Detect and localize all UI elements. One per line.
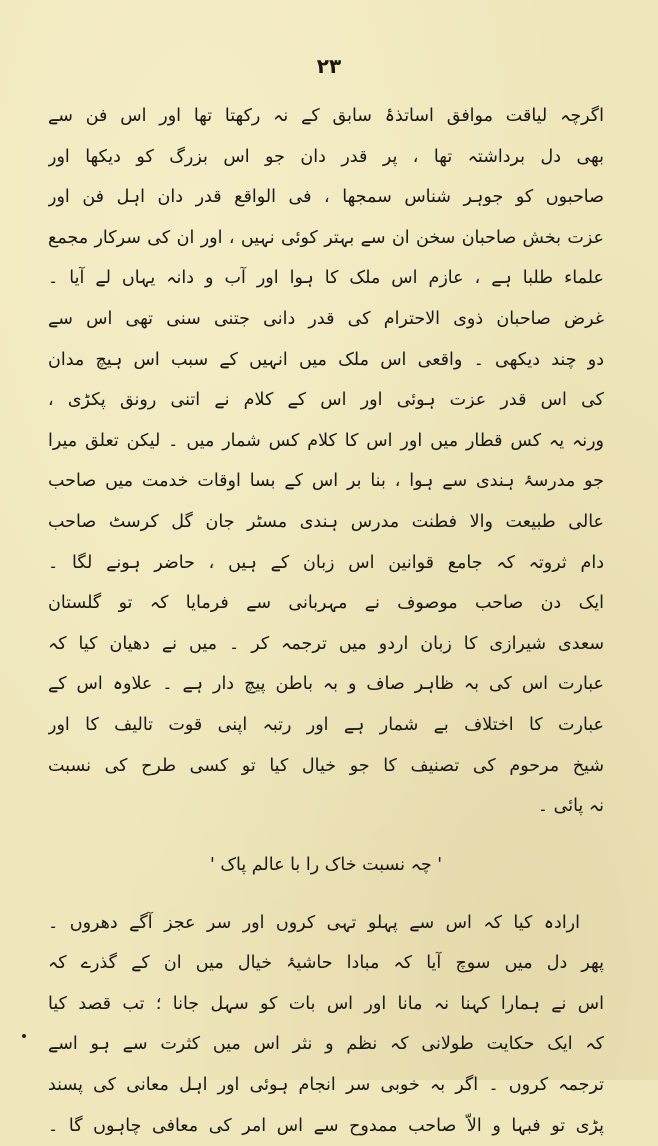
text-line: کہ ایک حکایت طولانی کہ نظم و نثر اس میں کثرت سے ہو اسے	[48, 1034, 604, 1055]
text-line: عزت بخش صاحبان سخن ان سے بہتر کوئی نہیں ، اور ان کی سرکار مجمع	[48, 227, 604, 248]
text-line: جو مدرسۂ ہندی سے ہوا ، بنا بر اس کے بسا اوقات خدمت میں صاحب	[48, 471, 604, 492]
text-line: غرض صاحبان ذوی الاحترام کی قدر دانی جتنی سنی تھی اس سے	[48, 308, 604, 329]
paragraph-1	[48, 96, 604, 827]
text-line: دو چند دیکھی ۔ واقعی اس ملک میں انہیں کے سبب اس ہیچ مدان	[48, 349, 604, 370]
text-line: شیخ مرحوم کی تصنیف کا جو خیال کیا تو کسی طرح کی نسبت	[48, 755, 604, 776]
text-line: عبارت اس کی بہ ظاہر صاف و بہ باطن پیچ دار ہے ۔ علاوہ اس کے	[48, 674, 604, 695]
text-line: اگرچہ لیاقت موافق اساتذۂ سابق کے نہ رکھتا تھا اور اس فن سے	[48, 106, 604, 126]
text-line: ارادہ کیا کہ اس سے پہلو تہی کروں اور سر عجز آگے دھروں ۔	[48, 912, 580, 933]
text-line: کی اس قدر عزت ہوئی اور اس کے کلام نے اتنی رونق پکڑی ،	[48, 390, 604, 411]
urdu-text-body	[48, 96, 604, 1146]
spacer	[48, 889, 604, 903]
page-number: ۲۳	[316, 54, 342, 78]
text-line: صاحبوں کو جوہر شناس سمجھا ، فی الواقع قدر دان اہل فن اور	[48, 187, 604, 208]
text-line: اس نے ہمارا کہنا نہ مانا اور اس بات کو سہل جانا ؛ تب قصد کیا	[48, 993, 604, 1014]
text-line: پھر دل میں سوچ آیا کہ مبادا حاشیۂ خیال میں ان کے گذرے کہ	[48, 953, 604, 974]
text-line: عالی طبیعت والا فطنت مدرس ہندی مسٹر جان گل کرسٹ صاحب	[48, 511, 604, 532]
text-line: ترجمہ کروں ۔ اگر بہ خوبی سر انجام ہوئی اور اہل معانی کی پسند	[48, 1075, 604, 1096]
text-line: ورنہ یہ کس قطار میں اور اس کا کلام کس شمار میں ۔ لیکن تعلق میرا	[48, 430, 604, 451]
paragraph-2	[48, 903, 604, 1146]
text-line: دام ثروتہ کہ جامع قوانین اس زبان کے ہیں ، حاضر ہونے لگا ۔	[48, 552, 604, 573]
text-line: عبارت کا اختلاف بے شمار ہے اور رتبہ اپنی قوت تالیف کا اور	[48, 714, 604, 735]
text-line: نہ پائی ۔	[537, 796, 604, 817]
text-line: پڑی تو فبہا و الاّ صاحب ممدوح سے اس امر کی معافی چاہوں گا ۔	[48, 1115, 604, 1136]
text-line: ایک دن صاحب موصوف نے مہربانی سے فرمایا کہ تو گلستان	[48, 593, 604, 614]
text-line: بھی دل برداشتہ تھا ، پر قدر دان جو اس بزرگ کو دیکھا اور	[48, 146, 604, 167]
persian-verse-quote: ' چہ نسبت خاک را با عالم پاک '	[209, 854, 443, 875]
text-line: سعدی شیرازی کا زبان اردو میں ترجمہ کر ۔ میں نے دھیان کیا کہ	[48, 633, 604, 654]
text-line: علماء طلبا ہے ، عازم اس ملک کا ہوا اور آب و دانہ یہاں لے آیا ۔	[48, 268, 604, 289]
ink-speck	[22, 1034, 26, 1038]
spacer	[48, 827, 604, 841]
